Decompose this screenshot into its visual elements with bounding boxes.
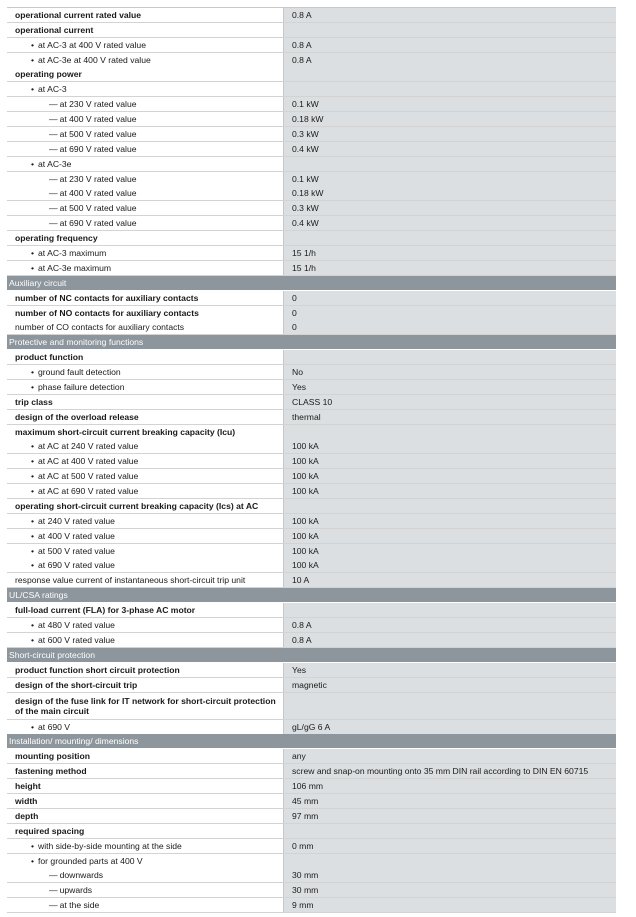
row-value: 0.4 kW [283,216,616,230]
row-value: 0.8 A [283,38,616,52]
row-label [7,201,283,215]
row-value: 100 kA [283,558,616,572]
table-row [7,201,616,216]
row-label-text: — at 400 V rated value [49,188,137,198]
row-label-text: • at 600 V rated value [31,635,115,645]
row-value: 100 kA [283,544,616,558]
row-label [7,157,283,171]
row-value [283,350,616,364]
row-value: 9 mm [283,898,616,912]
row-value: 97 mm [283,809,616,823]
row-label [7,261,283,275]
row-value [283,157,616,171]
table-row [7,898,616,913]
row-label [7,246,283,260]
row-label-text: — downwards [49,870,103,880]
table-row [7,839,616,854]
row-label [7,97,283,111]
row-value [283,67,616,81]
row-label-text: — at 690 V rated value [49,218,137,228]
row-label [7,558,283,572]
row-label [7,320,283,334]
row-value [283,82,616,96]
row-value: 0 mm [283,839,616,853]
row-value: 0.3 kW [283,127,616,141]
row-label [7,839,283,853]
row-value: 0.18 kW [283,112,616,126]
row-label [7,231,283,245]
row-label-text: design of the overload release [15,411,139,422]
row-label-text: • at 400 V rated value [31,531,115,541]
row-label [7,67,283,81]
row-label-text: required spacing [15,825,85,836]
table-row [7,544,616,559]
row-label-text: full-load current (FLA) for 3-phase AC motor [15,605,196,616]
row-label [7,779,283,793]
row-label-text: • at 690 V [31,722,70,732]
row-value: thermal [283,410,616,424]
row-label [7,186,283,200]
row-label [7,439,283,453]
row-label [7,8,283,22]
row-value: 106 mm [283,779,616,793]
row-label [7,127,283,141]
row-value: 0.1 kW [283,172,616,186]
row-label-text: • at AC at 500 V rated value [31,471,138,481]
table-row [7,53,616,68]
row-value: 10 A [283,573,616,587]
table-row [7,142,616,157]
table-row [7,824,616,839]
table-row [7,380,616,395]
table-row [7,82,616,97]
row-label [7,306,283,320]
table-row [7,499,616,514]
row-label [7,824,283,838]
row-label-text: design of the fuse link for IT network for short-circuit protection of the main circuit [15,695,276,716]
row-value: 0 [283,306,616,320]
row-label [7,23,283,37]
row-value: 100 kA [283,439,616,453]
row-label [7,794,283,808]
table-row [7,693,616,720]
table-row [7,529,616,544]
row-value: 100 kA [283,529,616,543]
row-label-text: • at AC-3e [31,159,71,169]
table-row [7,484,616,499]
table-row [7,306,616,321]
row-label-text: height [15,781,41,792]
row-label-text: design of the short-circuit trip [15,679,138,690]
row-label-text: operating power [15,69,82,80]
table-row [7,469,616,484]
row-label [7,898,283,912]
row-label-text: number of NC contacts for auxiliary contacts [15,292,199,303]
table-row [7,365,616,380]
row-value: CLASS 10 [283,395,616,409]
row-label [7,365,283,379]
row-value: 0.4 kW [283,142,616,156]
table-row [7,350,616,365]
row-label-text: operational current rated value [15,10,142,20]
row-label-text: • at AC-3e maximum [31,263,111,273]
row-label [7,720,283,734]
table-row [7,618,616,633]
section-header [7,335,616,349]
section-title: Installation/ mounting/ dimensions [9,736,139,747]
row-label [7,291,283,305]
row-label-text: — at the side [49,900,99,910]
row-label [7,764,283,778]
table-row [7,67,616,82]
section-title: UL/CSA ratings [9,590,68,601]
row-label-text: • at AC-3 maximum [31,248,106,258]
table-row [7,678,616,693]
table-row [7,558,616,573]
row-value [283,854,616,868]
row-value [283,499,616,513]
row-label-text: • at AC at 690 V rated value [31,486,138,496]
row-label [7,514,283,528]
row-label [7,410,283,424]
row-label-text: — at 500 V rated value [49,203,137,213]
section-header [7,588,616,602]
row-value: screw and snap-on mounting onto 35 mm DIN rail according to DIN EN 60715 [283,764,616,778]
row-label-text: — at 230 V rated value [49,99,137,109]
row-label-text: product function short circuit protection [15,664,180,675]
row-value [283,425,616,439]
row-label-text: • for grounded parts at 400 V [31,856,143,866]
row-value [283,23,616,37]
row-label [7,749,283,763]
row-value: 0 [283,320,616,334]
section-title: Short-circuit protection [9,649,95,660]
row-label-text: number of NO contacts for auxiliary contacts [15,307,199,318]
row-label-text: response value current of instantaneous short-circuit trip unit [15,575,246,586]
section-header [7,734,616,748]
row-value: 15 1/h [283,246,616,260]
row-label-text: • ground fault detection [31,367,121,377]
row-label-text: fastening method [15,766,87,777]
row-label [7,425,283,439]
row-label [7,38,283,52]
row-value: 100 kA [283,514,616,528]
row-label [7,573,283,587]
row-label-text: operating frequency [15,233,98,244]
row-value: 15 1/h [283,261,616,275]
row-label [7,868,283,882]
row-label-text: • with side-by-side mounting at the side [31,841,182,851]
row-value [283,824,616,838]
row-value: 0.18 kW [283,186,616,200]
row-value: 100 kA [283,484,616,498]
section-title: Protective and monitoring functions [9,337,144,348]
row-label [7,395,283,409]
row-label-text: • phase failure detection [31,382,125,392]
row-label-text: operating short-circuit current breaking capacity (Ics) at AC [15,500,259,511]
row-value: 45 mm [283,794,616,808]
row-label-text: maximum short-circuit current breaking capacity (Icu) [15,426,236,437]
row-value: 0.8 A [283,53,616,67]
row-label [7,142,283,156]
table-row [7,291,616,306]
row-label-text: • at 500 V rated value [31,546,115,556]
row-label [7,678,283,692]
row-label [7,350,283,364]
row-value [283,231,616,245]
row-label [7,529,283,543]
section-header [7,648,616,662]
row-label [7,469,283,483]
table-row [7,8,616,23]
row-value: No [283,365,616,379]
table-row [7,883,616,898]
row-label-text: • at AC-3 at 400 V rated value [31,40,146,50]
table-row [7,216,616,231]
table-row [7,410,616,425]
table-row [7,186,616,201]
row-label-text: • at 690 V rated value [31,560,115,570]
row-label [7,883,283,897]
row-label [7,172,283,186]
table-row [7,23,616,38]
table-row [7,514,616,529]
row-value: 30 mm [283,868,616,882]
table-row [7,439,616,454]
row-value: magnetic [283,678,616,692]
row-label-text: • at AC-3 [31,84,67,94]
row-label [7,544,283,558]
row-value [283,603,616,617]
row-value: 100 kA [283,454,616,468]
row-value: 0.8 A [283,618,616,632]
table-row [7,425,616,440]
row-label-text: — at 500 V rated value [49,129,137,139]
row-label [7,380,283,394]
row-label [7,53,283,67]
row-label-text: • at 240 V rated value [31,516,115,526]
row-label-text: number of CO contacts for auxiliary contacts [15,322,185,333]
table-row [7,764,616,779]
table-row [7,794,616,809]
row-label-text: • at AC-3e at 400 V rated value [31,55,151,65]
table-row [7,868,616,883]
table-row [7,172,616,187]
row-label [7,216,283,230]
table-row [7,749,616,764]
row-label-text: — at 400 V rated value [49,114,137,124]
table-row [7,720,616,735]
section-title: Auxiliary circuit [9,277,67,288]
table-row [7,231,616,246]
table-row [7,633,616,648]
table-row [7,157,616,172]
row-label-text: mounting position [15,751,90,762]
table-row [7,809,616,824]
row-value: Yes [283,380,616,394]
row-value: gL/gG 6 A [283,720,616,734]
row-label [7,633,283,647]
table-row [7,261,616,276]
row-value: 100 kA [283,469,616,483]
row-label-text: width [15,796,38,807]
row-label-text: — upwards [49,885,92,895]
table-row [7,112,616,127]
row-label-text: • at AC at 400 V rated value [31,456,138,466]
row-label [7,82,283,96]
row-label-text: — at 230 V rated value [49,174,137,184]
row-label-text: — at 690 V rated value [49,144,137,154]
row-label [7,618,283,632]
row-label [7,454,283,468]
row-value: 0 [283,291,616,305]
row-label [7,663,283,677]
row-label-text: operational current [15,24,94,35]
row-value: 0.3 kW [283,201,616,215]
row-label [7,809,283,823]
row-label-text: • at AC at 240 V rated value [31,441,138,451]
table-row [7,663,616,678]
row-value: 30 mm [283,883,616,897]
row-label-text: • at 480 V rated value [31,620,115,630]
table-row [7,127,616,142]
row-label [7,603,283,617]
table-row [7,38,616,53]
table-row [7,454,616,469]
row-label [7,854,283,868]
table-row [7,97,616,112]
table-row [7,246,616,261]
table-row [7,854,616,869]
row-value: any [283,749,616,763]
row-label-text: depth [15,810,39,821]
section-header [7,276,616,290]
row-value: 0.8 A [283,8,616,22]
table-row [7,603,616,618]
row-label [7,484,283,498]
table-row [7,320,616,335]
row-value: 0.8 A [283,633,616,647]
row-label [7,499,283,513]
table-row [7,573,616,588]
table-row [7,779,616,794]
row-label-text: trip class [15,396,53,407]
table-row [7,395,616,410]
row-label-text: product function [15,352,84,363]
row-label [7,112,283,126]
row-value: Yes [283,663,616,677]
row-label [7,693,283,719]
row-value [283,693,616,719]
row-value: 0.1 kW [283,97,616,111]
